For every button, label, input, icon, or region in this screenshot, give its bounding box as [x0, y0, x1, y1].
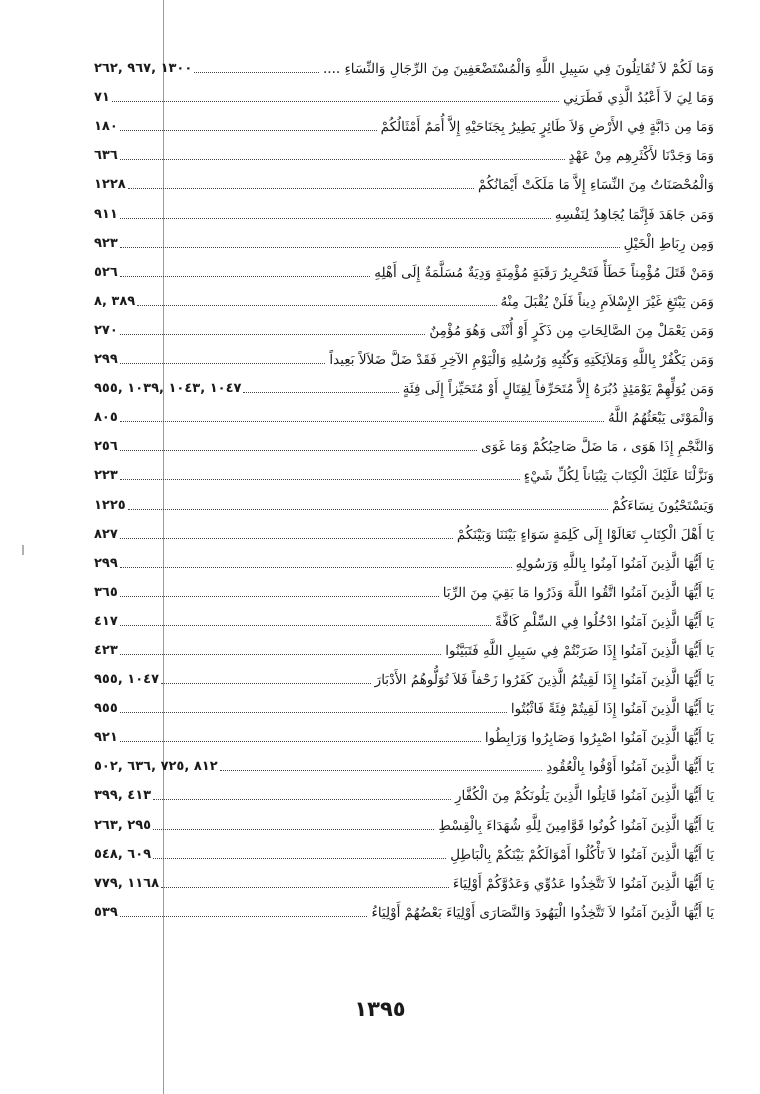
index-entry [94, 223, 714, 252]
verse-text: يَا أَيُّهَا الَّذِينَ آمَنُوا أَوْفُوا بِالْعُقُودِ [546, 759, 714, 776]
page-references: ٢٩٥ ,٢٦٣ [94, 817, 152, 833]
dot-leader [120, 159, 565, 160]
verse-text: يَا أَيُّهَا الَّذِينَ آمَنُوا إِذَا لَقِيتُمْ فِئَةً فَاثْبُتُوا [510, 701, 714, 718]
dot-leader [120, 596, 439, 597]
page-references: ٥٣٩ [94, 904, 118, 920]
verse-text: يَا أَيُّهَا الَّذِينَ آمَنُوا لاَ تَتَّخِذُوا الْيَهُودَ وَالنَّصَارَى أَوْلِيَاءَ بَعْضُهُمْ أَوْلِيَاءُ [371, 904, 714, 921]
verse-text: يَا أَيُّهَا الَّذِينَ آمَنُوا ادْخُلُوا فِي السِّلْمِ كَافَّةً [494, 613, 714, 630]
dot-leader [120, 218, 551, 219]
index-entry [94, 339, 714, 368]
verse-text: يَا أَهْلَ الْكِتَابِ تَعَالَوْا إِلَى كَلِمَةٍ سَوَاءٍ بَيْنَنَا وَبَيْنَكُمْ [456, 526, 714, 543]
index-entry [94, 688, 714, 717]
verse-text: يَا أَيُّهَا الَّذِينَ آمَنُوا اصْبِرُوا وَصَابِرُوا وَرَابِطُوا [484, 730, 714, 747]
page-references: ٨٠٥ [94, 410, 118, 426]
page-references: ٩٢١ [94, 730, 118, 746]
page-references: ٢٥٦ [94, 439, 118, 455]
verse-text: يَا أَيُّهَا الَّذِينَ آمَنُوا إِذَا لَقِيتُمُ الَّذِينَ كَفَرُوا زَحْفاً فَلاَ تُوَلُّوهُمُ الأَدْبَارَ [374, 672, 714, 689]
verse-text: وَنَزَّلْنَا عَلَيْكَ الْكِتَابَ تِبْيَاناً لِكُلِّ شَيْءٍ [523, 468, 714, 485]
page-references: ١٠٤٧ ,١٠٤٣ ,١٠٣٩ ,٩٥٥ [94, 381, 242, 397]
dot-leader [120, 741, 481, 742]
index-entry [94, 106, 714, 135]
index-entry [94, 804, 714, 833]
dot-leader [120, 479, 520, 480]
dot-leader [120, 450, 477, 451]
page-references: ٦٣٦ [94, 148, 118, 164]
dot-leader [243, 392, 398, 393]
verse-text: وَالْمُحْصَنَاتُ مِنَ النِّسَاءِ إِلاَّ مَا مَلَكَتْ أَيْمَانُكُمْ [477, 177, 714, 194]
page-references: ٤١٣ ,٣٩٩ [94, 788, 152, 804]
page-references: ٤٢٣ [94, 642, 118, 658]
verse-text: يَا أَيُّهَا الَّذِينَ آمَنُوا اتَّقُوا اللَّهَ وَذَرُوا مَا بَقِيَ مِنَ الرِّبَا [442, 584, 714, 601]
verse-text: وَمَن يَعْمَلْ مِنَ الصَّالِحَاتِ مِن ذَكَرٍ أَوْ أُنْثَى وَهُوَ مُؤْمِنٌ [429, 322, 714, 339]
verse-text: يَا أَيُّهَا الَّذِينَ آمَنُوا كُونُوا قَوَّامِينَ لِلَّهِ شُهَدَاءَ بِالْقِسْطِ [438, 817, 714, 834]
verse-text: وَمَن جَاهَدَ فَإِنَّمَا يُجَاهِدُ لِنَفْسِهِ [554, 206, 714, 223]
index-entry [94, 455, 714, 484]
page-references: ١١٦٨ ,٧٧٩ [94, 875, 160, 891]
dot-leader [153, 799, 451, 800]
index-entry [94, 659, 714, 688]
dot-leader [112, 101, 559, 102]
verse-text: وَمَن يَبْتَغِ غَيْرَ الإِسْلاَمِ دِيناً فَلَنْ يُقْبَلَ مِنْهُ [500, 293, 714, 310]
page-references: ١٠٤٧ ,٩٥٥ [94, 672, 160, 688]
dot-leader [120, 334, 426, 335]
index-entry [94, 484, 714, 513]
index-entry [94, 746, 714, 775]
page-number: ١٣٩٥ [354, 997, 406, 1021]
index-entry [94, 397, 714, 426]
verse-text: وَمَنْ قَتَلَ مُؤْمِناً خَطَأً فَتَحْرِيرُ رَقَبَةٍ مُؤْمِنَةٍ وَدِيَةٌ مُسَلَّمَةٌ إِلَى أَهْلِهِ [374, 264, 714, 281]
index-entry [94, 368, 714, 397]
page-references: ٣٨٩ ,٨ [94, 293, 136, 309]
verse-text: وَالنَّجْمِ إِذَا هَوَى ، مَا ضَلَّ صَاحِبُكُمْ وَمَا غَوَى [481, 439, 714, 456]
index-entry [94, 135, 714, 164]
index-entry [94, 426, 714, 455]
dot-leader [153, 829, 434, 830]
index-entry [94, 717, 714, 746]
verse-text: وَمَا وَجَدْنَا لأَكْثَرِهِم مِنْ عَهْدٍ [568, 148, 714, 165]
page-references: ٨١٢ ,٧٢٥ ,٦٣٦ ,٥٠٢ [94, 759, 218, 775]
index-entry [94, 310, 714, 339]
dot-leader [128, 509, 608, 510]
verse-text: يَا أَيُّهَا الَّذِينَ آمَنُوا إِذَا ضَرَبْتُمْ فِي سَبِيلِ اللَّهِ فَتَبَيَّنُوا [445, 642, 714, 659]
verse-text: وَيَسْتَحْيُونَ نِسَاءَكُمْ [611, 497, 714, 514]
verse-text: وَمَا لِيَ لاَ أَعْبُدُ الَّذِي فَطَرَنِي [563, 90, 714, 107]
index-entry [94, 543, 714, 572]
margin-mark [22, 545, 24, 555]
verse-text: وَمَا لَكُمْ لاَ تُقَاتِلُونَ فِي سَبِيلِ اللَّهِ وَالْمُسْتَضْعَفِينَ مِنَ الرِّجَالِ وَالنِّسَاءِ .... [322, 61, 714, 78]
index-entry [94, 193, 714, 222]
dot-leader [120, 130, 377, 131]
page-references: ٢٢٣ [94, 468, 118, 484]
dot-leader [153, 858, 446, 859]
page-references: ١٣٠٠ ,٩٦٧ ,٢٦٢ [94, 61, 193, 77]
page-references: ٣٦٥ [94, 584, 118, 600]
verse-text: وَمَن يَكْفُرْ بِاللَّهِ وَمَلاَئِكَتِهِ وَكُتُبِهِ وَرُسُلِهِ وَالْيَوْمِ الآخِرِ فَقَدْ ضَلَّ ضَلاَلاً بَعِيداً [329, 352, 714, 369]
index-entry [94, 48, 714, 77]
page-references: ٩١١ [94, 206, 118, 222]
index-entry [94, 863, 714, 892]
verse-text: وَالْمَوْتَى يَبْعَثُهُمُ اللَّهُ [608, 410, 714, 427]
page-references: ١٢٢٨ [94, 177, 126, 193]
page-references: ١٢٢٥ [94, 497, 126, 513]
page-references: ٢٩٩ [94, 555, 118, 571]
dot-leader [137, 305, 496, 306]
page-references: ٦٠٩ ,٥٤٨ [94, 846, 152, 862]
verse-text: يَا أَيُّهَا الَّذِينَ آمَنُوا قَاتِلُوا الَّذِينَ يَلُونَكُمْ مِنَ الْكُفَّارِ [455, 788, 714, 805]
index-entry [94, 572, 714, 601]
verse-text: وَمَا مِن دَابَّةٍ فِي الأَرْضِ وَلاَ طَائِرٍ يَطِيرُ بِجَنَاحَيْهِ إِلاَّ أُمَمٌ أَمْثَالُكُمْ [380, 119, 714, 136]
dot-leader [120, 538, 453, 539]
dot-leader [120, 916, 368, 917]
page-references: ٩٥٥ [94, 701, 118, 717]
dot-leader [120, 421, 604, 422]
verse-text: يَا أَيُّهَا الَّذِينَ آمَنُوا لاَ تَتَّخِذُوا عَدُوِّي وَعَدُوَّكُمْ أَوْلِيَاءَ [452, 875, 714, 892]
index-entry [94, 514, 714, 543]
dot-leader [120, 363, 326, 364]
dot-leader [194, 72, 319, 73]
verse-text: وَمَن يُوَلِّهِمْ يَوْمَئِذٍ دُبُرَهُ إِلاَّ مُتَحَرِّفاً لِقِتَالٍ أَوْ مُتَحَيِّزاً إِلَى فِئَةٍ [402, 381, 714, 398]
index-entry [94, 834, 714, 863]
dot-leader [120, 712, 507, 713]
index-entry [94, 252, 714, 281]
dot-leader [120, 276, 370, 277]
index-entry [94, 601, 714, 630]
dot-leader [120, 247, 620, 248]
index-entry [94, 630, 714, 659]
index-entry [94, 164, 714, 193]
page-references: ٩٢٣ [94, 235, 118, 251]
dot-leader [161, 683, 371, 684]
index-entry [94, 892, 714, 921]
index-entry [94, 77, 714, 106]
verse-text: يَا أَيُّهَا الَّذِينَ آمَنُوا لاَ تَأْكُلُوا أَمْوَالَكُمْ بَيْنَكُمْ بِالْبَاطِلِ [450, 846, 714, 863]
page-references: ٤١٧ [94, 613, 118, 629]
verse-text: يَا أَيُّهَا الَّذِينَ آمَنُوا آمِنُوا بِاللَّهِ وَرَسُولِهِ [515, 555, 714, 572]
verse-text: وَمِن رِبَاطِ الْخَيْلِ [623, 235, 714, 252]
page-references: ٢٩٩ [94, 352, 118, 368]
page-references: ٥٢٦ [94, 264, 118, 280]
page-references: ٢٧٠ [94, 322, 118, 338]
verse-index-list [94, 48, 714, 921]
dot-leader [120, 567, 512, 568]
page-references: ٧١ [94, 90, 110, 106]
dot-leader [120, 625, 491, 626]
index-entry [94, 281, 714, 310]
index-entry [94, 775, 714, 804]
dot-leader [120, 654, 441, 655]
dot-leader [128, 188, 474, 189]
page-references: ٨٢٧ [94, 526, 118, 542]
dot-leader [161, 887, 449, 888]
dot-leader [220, 770, 543, 771]
page-references: ١٨٠ [94, 119, 118, 135]
